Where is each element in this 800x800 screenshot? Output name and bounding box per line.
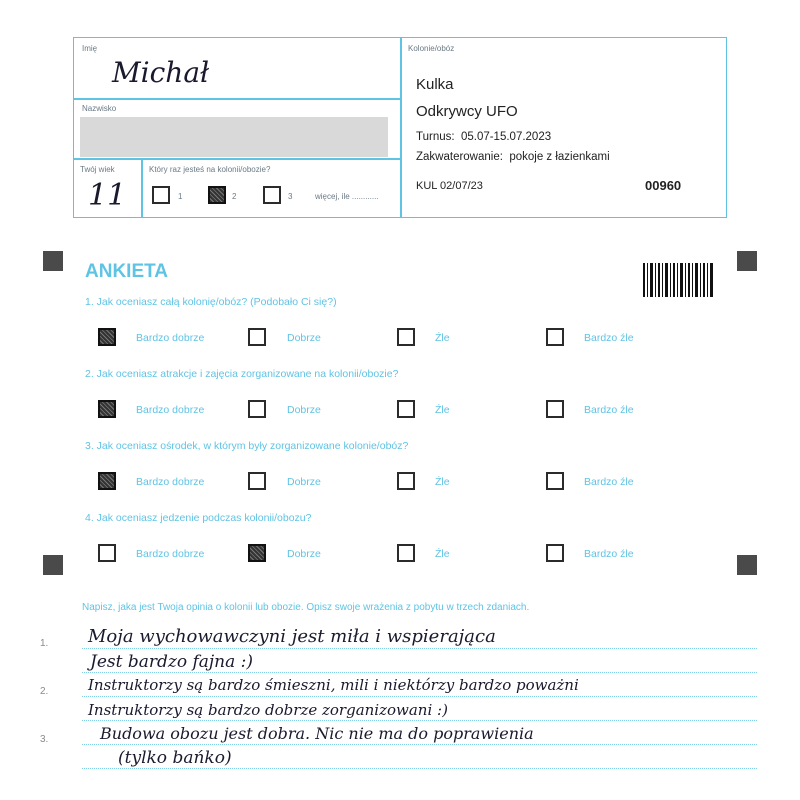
q1-checkbox-dobrze[interactable] <box>248 328 266 346</box>
times-checkbox-1[interactable] <box>152 186 170 204</box>
camp-code: KUL 02/07/23 <box>416 180 483 192</box>
accommodation-value: pokoje z łazienkami <box>509 151 610 163</box>
q2-option-bardzo-dobrze: Bardzo dobrze <box>136 404 205 416</box>
registration-marker-top-left <box>43 251 63 271</box>
registration-marker-bottom-right <box>737 555 757 575</box>
answer-line-2 <box>82 672 757 673</box>
q4-option-bardzo-zle: Bardzo źle <box>584 548 634 560</box>
surname-redaction <box>80 117 388 157</box>
handwritten-line-5: Budowa obozu jest dobra. Nic nie ma do poprawienia <box>100 724 534 743</box>
q4-checkbox-bardzo-zle[interactable] <box>546 544 564 562</box>
q3-checkbox-bardzo-dobrze[interactable] <box>98 472 116 490</box>
question-4-text: 4. Jak oceniasz jedzenie podczas kolonii/obozu? <box>85 512 312 524</box>
q2-checkbox-zle[interactable] <box>397 400 415 418</box>
q1-checkbox-bardzo-zle[interactable] <box>546 328 564 346</box>
divider-age <box>141 158 143 218</box>
registration-marker-bottom-left <box>43 555 63 575</box>
q1-checkbox-bardzo-dobrze[interactable] <box>98 328 116 346</box>
divider-vertical <box>400 37 402 218</box>
survey-title: ANKIETA <box>85 261 169 282</box>
q3-option-bardzo-zle: Bardzo źle <box>584 476 634 488</box>
handwritten-line-3: Instruktorzy są bardzo śmieszni, mili i niektórzy bardzo poważni <box>88 676 579 694</box>
name-value: Michał <box>112 56 210 89</box>
barcode-icon <box>643 263 715 297</box>
divider-name <box>73 98 401 100</box>
times-option-more: więcej, ile ............ <box>315 192 379 201</box>
line-number-1: 1. <box>40 638 49 649</box>
line-number-2: 2. <box>40 686 49 697</box>
q3-checkbox-dobrze[interactable] <box>248 472 266 490</box>
times-label: Który raz jesteś na kolonii/obozie? <box>149 165 271 174</box>
form-number: 00960 <box>645 178 682 193</box>
q4-option-zle: Źle <box>435 548 450 560</box>
age-value: 11 <box>88 178 127 213</box>
question-1-text: 1. Jak oceniasz całą kolonię/obóz? (Podobało Ci się?) <box>85 296 337 308</box>
q4-checkbox-zle[interactable] <box>397 544 415 562</box>
divider-surname <box>73 158 401 160</box>
question-3-text: 3. Jak oceniasz ośrodek, w którym były zorganizowane kolonie/obóz? <box>85 440 409 452</box>
turnus-row <box>416 131 551 143</box>
camp-name: Odkrywcy UFO <box>416 103 518 120</box>
q1-checkbox-zle[interactable] <box>397 328 415 346</box>
q2-checkbox-bardzo-zle[interactable] <box>546 400 564 418</box>
answer-line-4 <box>82 720 757 721</box>
q1-option-dobrze: Dobrze <box>287 332 321 344</box>
surname-label: Nazwisko <box>82 104 117 113</box>
q3-option-zle: Źle <box>435 476 450 488</box>
registration-marker-top-right <box>737 251 757 271</box>
q2-option-bardzo-zle: Bardzo źle <box>584 404 634 416</box>
answer-line-1 <box>82 648 757 649</box>
times-option-1: 1 <box>178 192 183 201</box>
q1-option-bardzo-dobrze: Bardzo dobrze <box>136 332 205 344</box>
q2-option-dobrze: Dobrze <box>287 404 321 416</box>
turnus-label: Turnus: <box>416 131 455 143</box>
age-label: Twój wiek <box>80 165 115 174</box>
q3-checkbox-bardzo-zle[interactable] <box>546 472 564 490</box>
q3-checkbox-zle[interactable] <box>397 472 415 490</box>
camp-label: Kolonie/obóz <box>408 44 455 53</box>
answer-line-5 <box>82 744 757 745</box>
handwritten-line-6: (tylko bańko) <box>118 748 232 768</box>
times-checkbox-2[interactable] <box>208 186 226 204</box>
answer-line-3 <box>82 696 757 697</box>
q3-option-bardzo-dobrze: Bardzo dobrze <box>136 476 205 488</box>
turnus-value: 05.07-15.07.2023 <box>460 131 552 143</box>
q1-option-bardzo-zle: Bardzo źle <box>584 332 634 344</box>
handwritten-line-2: Jest bardzo fajna :) <box>90 652 254 672</box>
name-label: Imię <box>82 44 98 53</box>
question-2-text: 2. Jak oceniasz atrakcje i zajęcia zorganizowane na kolonii/obozie? <box>85 368 399 380</box>
handwritten-line-1: Moja wychowawczyni jest miła i wspierająca <box>88 626 496 647</box>
answer-line-6 <box>82 768 757 769</box>
q2-checkbox-dobrze[interactable] <box>248 400 266 418</box>
opinion-prompt: Napisz, jaka jest Twoja opinia o kolonii lub obozie. Opisz swoje wrażenia z pobytu w trzech zdaniach. <box>82 602 530 613</box>
times-checkbox-3[interactable] <box>263 186 281 204</box>
q1-option-zle: Źle <box>435 332 450 344</box>
q4-option-bardzo-dobrze: Bardzo dobrze <box>136 548 205 560</box>
handwritten-line-4: Instruktorzy są bardzo dobrze zorganizowani :) <box>88 701 448 719</box>
times-option-3: 3 <box>288 192 293 201</box>
q4-checkbox-dobrze[interactable] <box>248 544 266 562</box>
accommodation-label: Zakwaterowanie: <box>416 151 503 163</box>
q2-checkbox-bardzo-dobrze[interactable] <box>98 400 116 418</box>
accommodation-row <box>416 151 610 163</box>
q4-option-dobrze: Dobrze <box>287 548 321 560</box>
q3-option-dobrze: Dobrze <box>287 476 321 488</box>
q4-checkbox-bardzo-dobrze[interactable] <box>98 544 116 562</box>
camp-place: Kulka <box>416 76 454 93</box>
q2-option-zle: Źle <box>435 404 450 416</box>
times-option-2: 2 <box>232 192 237 201</box>
line-number-3: 3. <box>40 734 49 745</box>
